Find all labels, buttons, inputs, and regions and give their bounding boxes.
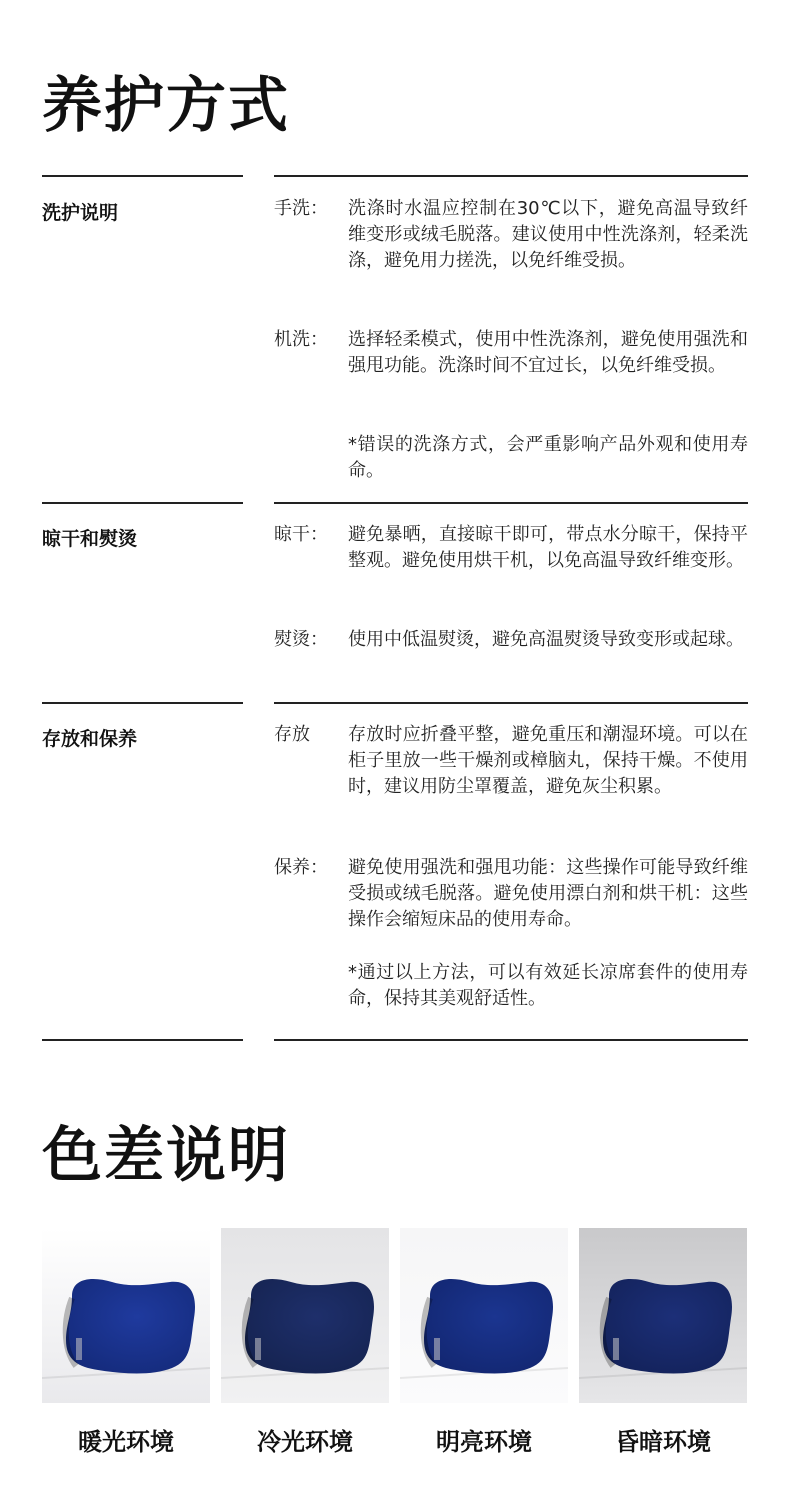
entry-text-storage: 存放时应折叠平整，避免重压和潮湿环境。可以在柜子里放一些干燥剂或樟脑丸，保持干燥。不使用时，建议用防尘罩覆盖，避免灰尘积累。: [348, 724, 748, 797]
entry-label-ironing: 熨烫：: [274, 629, 328, 650]
pillow-shape: [603, 1279, 732, 1374]
swatch-cool-light: [221, 1228, 389, 1403]
note-maintenance: *通过以上方法，可以有效延长凉席套件的使用寿命，保持其美观舒适性。: [348, 962, 748, 1009]
divider: [274, 502, 748, 504]
caption-cool-light: 冷光环境: [257, 1428, 353, 1456]
care-heading: 养护方式: [42, 71, 290, 141]
entry-text-ironing: 使用中低温熨烫，避免高温熨烫导致变形或起球。: [348, 629, 744, 650]
entry-label-machine-wash: 机洗：: [274, 329, 328, 350]
divider: [274, 1039, 748, 1041]
entry-text-maintenance: 避免使用强洗和强甩功能：这些操作可能导致纤维受损或绒毛脱落。避免使用漂白剂和烘干机：这些操作会缩短床品的使用寿命。: [348, 857, 748, 930]
entry-text-hand-wash: 洗涤时水温应控制在30℃以下，避免高温导致纤维变形或绒毛脱落。建议使用中性洗涤剂，轻柔洗涤，避免用力搓洗，以免纤维受损。: [348, 198, 748, 271]
pillow-photo: [42, 1228, 210, 1403]
pillow-photo: [579, 1228, 747, 1403]
divider: [274, 702, 748, 704]
divider: [42, 702, 243, 704]
divider: [42, 502, 243, 504]
entry-label-storage: 存放: [274, 724, 310, 745]
color-difference-heading: 色差说明: [42, 1121, 290, 1191]
pillow-photo: [400, 1228, 568, 1403]
swatch-warm-light: [42, 1228, 210, 1403]
divider: [274, 175, 748, 177]
pillow-shape: [66, 1279, 195, 1374]
section-title-washing: 洗护说明: [42, 202, 119, 224]
section-title-drying-ironing: 晾干和熨烫: [42, 528, 138, 550]
swatch-bright: [400, 1228, 568, 1403]
entry-label-drying: 晾干：: [274, 524, 328, 545]
entry-label-hand-wash: 手洗：: [274, 198, 328, 219]
caption-warm-light: 暖光环境: [78, 1428, 174, 1456]
pillow-photo: [221, 1228, 389, 1403]
caption-dim: 昏暗环境: [615, 1428, 711, 1456]
entry-text-machine-wash: 选择轻柔模式，使用中性洗涤剂，避免使用强洗和强甩功能。洗涤时间不宜过长，以免纤维受损。: [348, 329, 748, 376]
note-washing: *错误的洗涤方式，会严重影响产品外观和使用寿命。: [348, 434, 748, 481]
divider: [42, 1039, 243, 1041]
entry-text-drying: 避免暴晒，直接晾干即可，带点水分晾干，保持平整观。避免使用烘干机，以免高温导致纤维变形。: [348, 524, 748, 571]
entry-label-maintenance: 保养：: [274, 857, 328, 878]
caption-bright: 明亮环境: [436, 1428, 532, 1456]
pillow-shape: [424, 1279, 553, 1374]
divider: [42, 175, 243, 177]
section-title-storage-maintenance: 存放和保养: [42, 728, 138, 750]
swatch-dim: [579, 1228, 747, 1403]
pillow-shape: [245, 1279, 374, 1374]
